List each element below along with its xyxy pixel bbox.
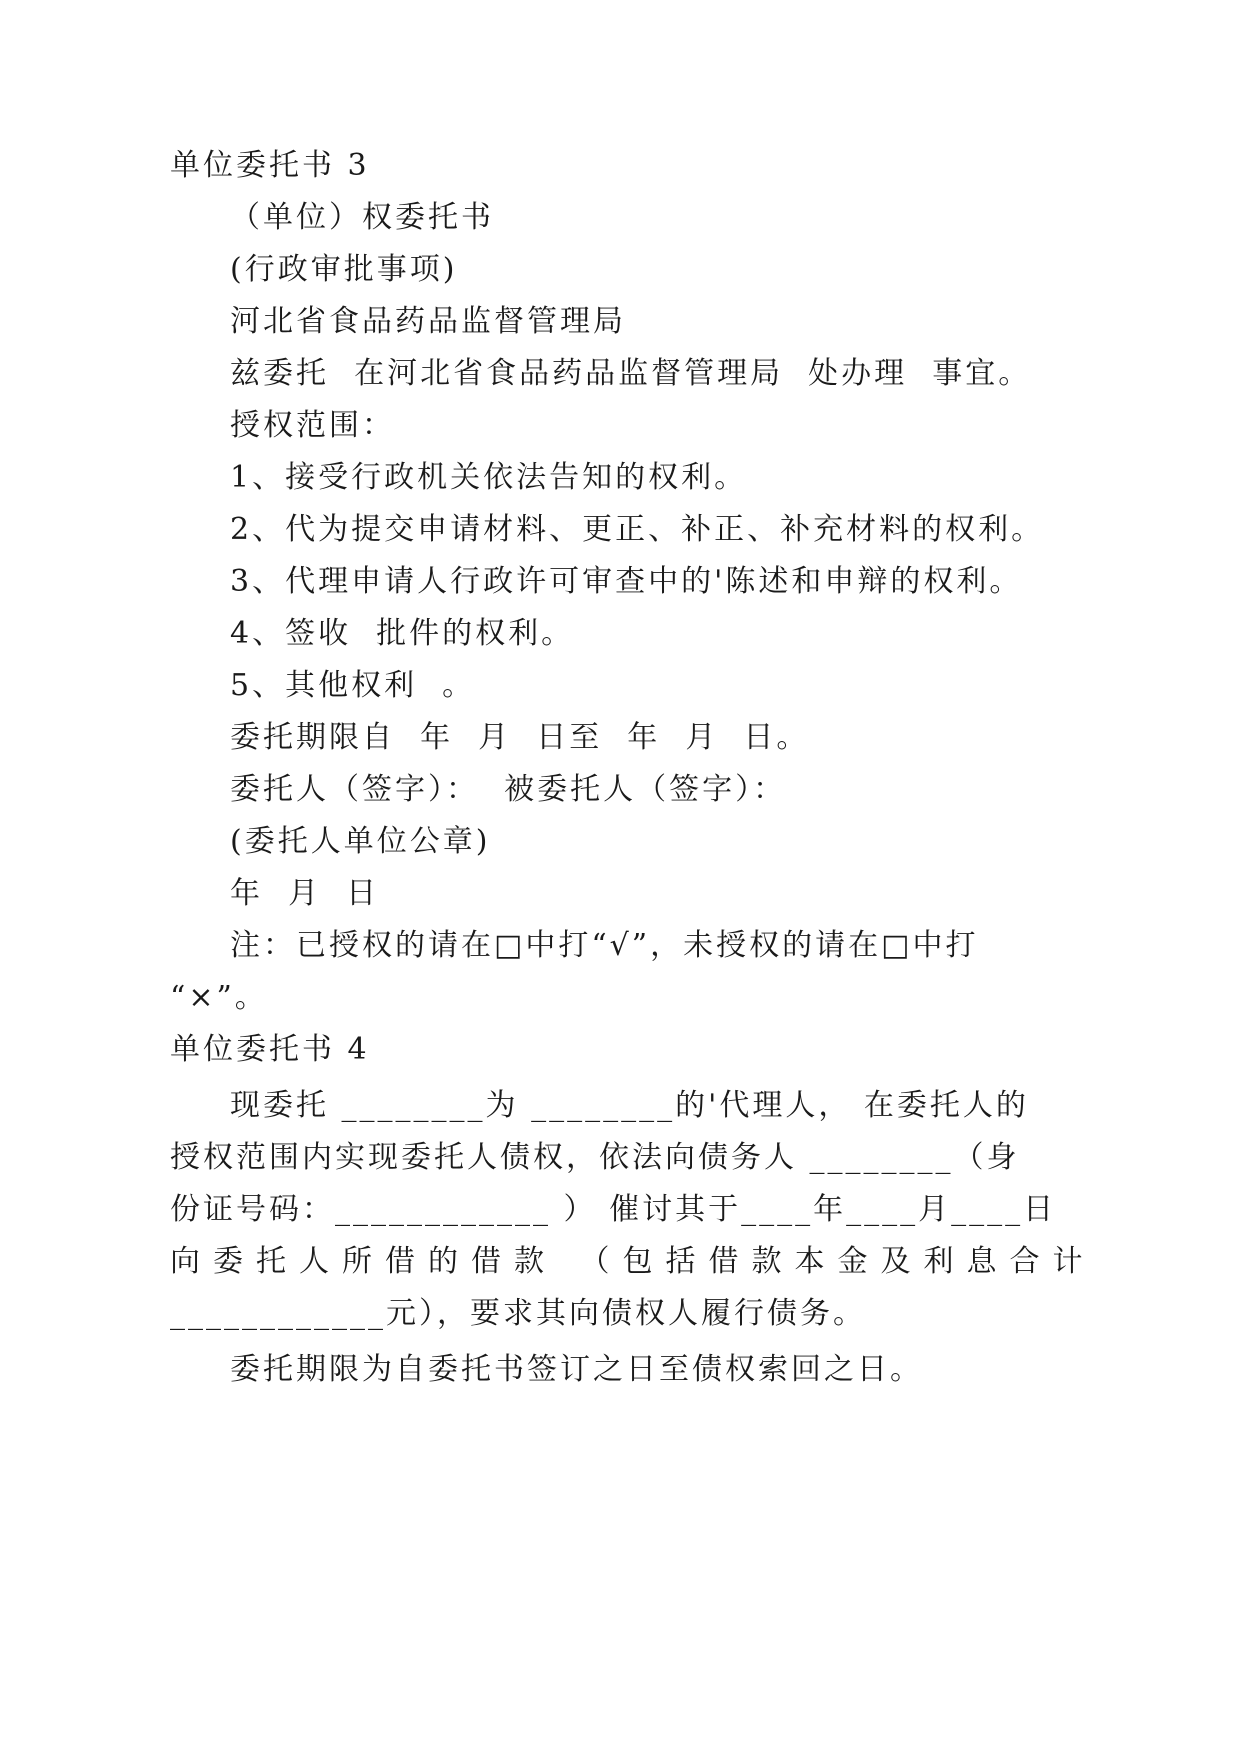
scope-item: 3、代理申请人行政许可审查中的'陈述和申辩的权利。	[230, 564, 1023, 599]
scope-label: 授权范围：	[230, 408, 395, 443]
signature-line: 委托人（签字）： 被委托人（签字）：	[230, 772, 787, 807]
debt-paragraph-line: 向委托人所借的借款 （包括借款本金及利息合计	[170, 1244, 1096, 1279]
entrust-line: 兹委托 在河北省食品药品监督管理局 处办理 事宜。	[230, 356, 1032, 391]
entrust-period: 委托期限自 年 月 日至 年 月 日。	[230, 720, 810, 755]
scope-item: 5、其他权利 。	[230, 668, 476, 703]
debt-paragraph-line: 份证号码：____________ ） 催讨其于____年____月____日	[170, 1192, 1057, 1227]
debt-entrust-period: 委托期限为自委托书签订之日至债权索回之日。	[230, 1352, 923, 1387]
seal-line: (委托人单位公章)	[230, 824, 491, 859]
scope-item: 4、签收 批件的权利。	[230, 616, 575, 651]
addressee: 河北省食品药品监督管理局	[230, 304, 626, 339]
authorization-subtitle: (行政审批事项)	[230, 252, 458, 287]
debt-paragraph-line: ____________元），要求其向债权人履行债务。	[170, 1296, 866, 1331]
section4-heading: 单位委托书 4	[170, 1032, 370, 1067]
debt-paragraph-line: 现委托 ________为 ________的'代理人， 在委托人的	[230, 1088, 1029, 1123]
date-line: 年 月 日	[230, 876, 380, 911]
note-line: “×”。	[170, 980, 268, 1015]
note-line: 注：已授权的请在□中打“√”，未授权的请在□中打	[230, 928, 979, 963]
debt-paragraph-line: 授权范围内实现委托人债权，依法向债务人 ________（身	[170, 1140, 1020, 1175]
section3-heading: 单位委托书 3	[170, 148, 370, 183]
scope-item: 2、代为提交申请材料、更正、补正、补充材料的权利。	[230, 512, 1045, 547]
scope-item: 1、接受行政机关依法告知的权利。	[230, 460, 748, 495]
authorization-title: （单位）权委托书	[230, 200, 494, 235]
